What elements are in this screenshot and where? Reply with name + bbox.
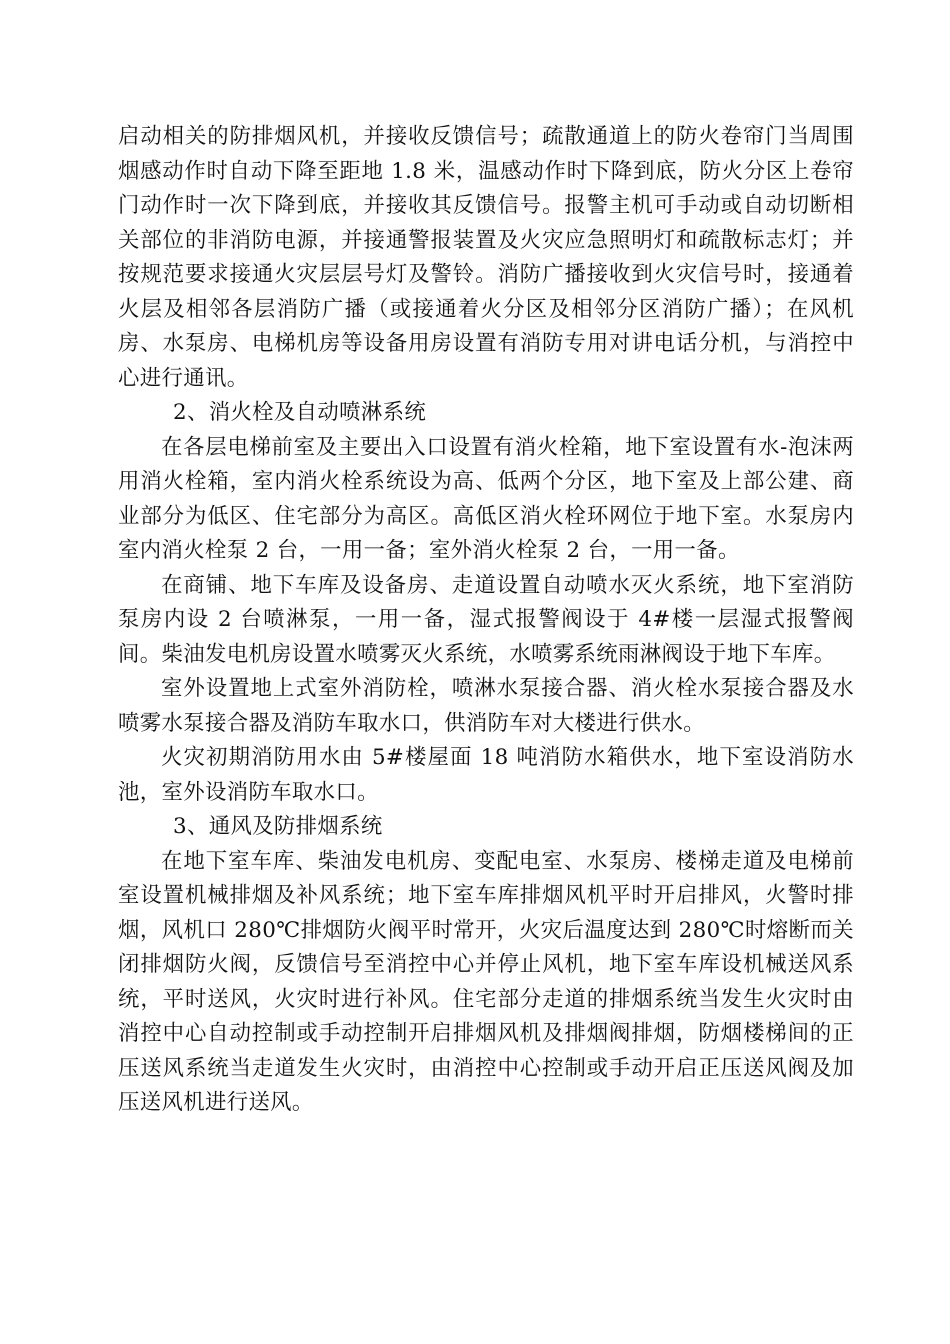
paragraph-hydrant-boxes: 在各层电梯前室及主要出入口设置有消火栓箱，地下室设置有水-泡沫两用消火栓箱，室内消火栓系统设为高、低两个分区，地下室及上部公建、商业部分为低区、住宅部分为高区。高低区消火栓环网位于地下室。水泵房内室内消火栓泵 2 台，一用一备；室外消火栓泵 2 台，一用一备。 — [118, 434, 854, 563]
document-body — [118, 120, 854, 1121]
paragraph-sprinkler-system: 在商铺、地下车库及设备房、走道设置自动喷水灭火系统，地下室消防泵房内设 2 台喷淋泵，一用一备，湿式报警阀设于 4#楼一层湿式报警阀间。柴油发电机房设置水喷雾灭火系统，水喷雾系统雨淋阀设于地下车库。 — [118, 572, 854, 667]
paragraph-continuation-alarm-linkage: 启动相关的防排烟风机，并接收反馈信号；疏散通道上的防火卷帘门当周围烟感动作时自动下降至距地 1.8 米，温感动作时下降到底，防火分区上卷帘门动作时一次下降到底，并接收其反馈信号。报警主机可手动或自动切断相关部位的非消防电源，并接通警报装置及火灾应急照明灯和疏散标志灯；并按规范要求接通火灾层层号灯及警铃。消防广播接收到火灾信号时，接通着火层及相邻各层消防广播（或接通着火分区及相邻分区消防广播）；在风机房、水泵房、电梯机房等设备用房设置有消防专用对讲电话分机，与消控中心进行通讯。 — [118, 124, 854, 391]
paragraph-initial-water-supply: 火灾初期消防用水由 5#楼屋面 18 吨消防水箱供水，地下室设消防水池，室外设消防车取水口。 — [118, 745, 854, 805]
section-heading-hydrant-sprinkler: 2、消火栓及自动喷淋系统 — [173, 400, 427, 425]
section-heading-ventilation-smoke: 3、通风及防排烟系统 — [173, 814, 383, 839]
paragraph-outdoor-hydrants: 室外设置地上式室外消防栓，喷淋水泵接合器、消火栓水泵接合器及水喷雾水泵接合器及消防车取水口，供消防车对大楼进行供水。 — [118, 676, 854, 736]
paragraph-smoke-exhaust: 在地下室车库、柴油发电机房、变配电室、水泵房、楼梯走道及电梯前室设置机械排烟及补风系统；地下室车库排烟风机平时开启排风，火警时排烟，风机口 280℃排烟防火阀平时常开，火灾后温度达到 280℃时熔断而关闭排烟防火阀，反馈信号至消控中心并停止风机，地下室车库设机械送风系统，平时送风，火灾时进行补风。住宅部分走道的排烟系统当发生火灾时由消控中心自动控制或手动控制开启排烟风机及排烟阀排烟，防烟楼梯间的正压送风系统当走道发生火灾时，由消控中心控制或手动开启正压送风阀及加压送风机进行送风。 — [118, 848, 854, 1115]
